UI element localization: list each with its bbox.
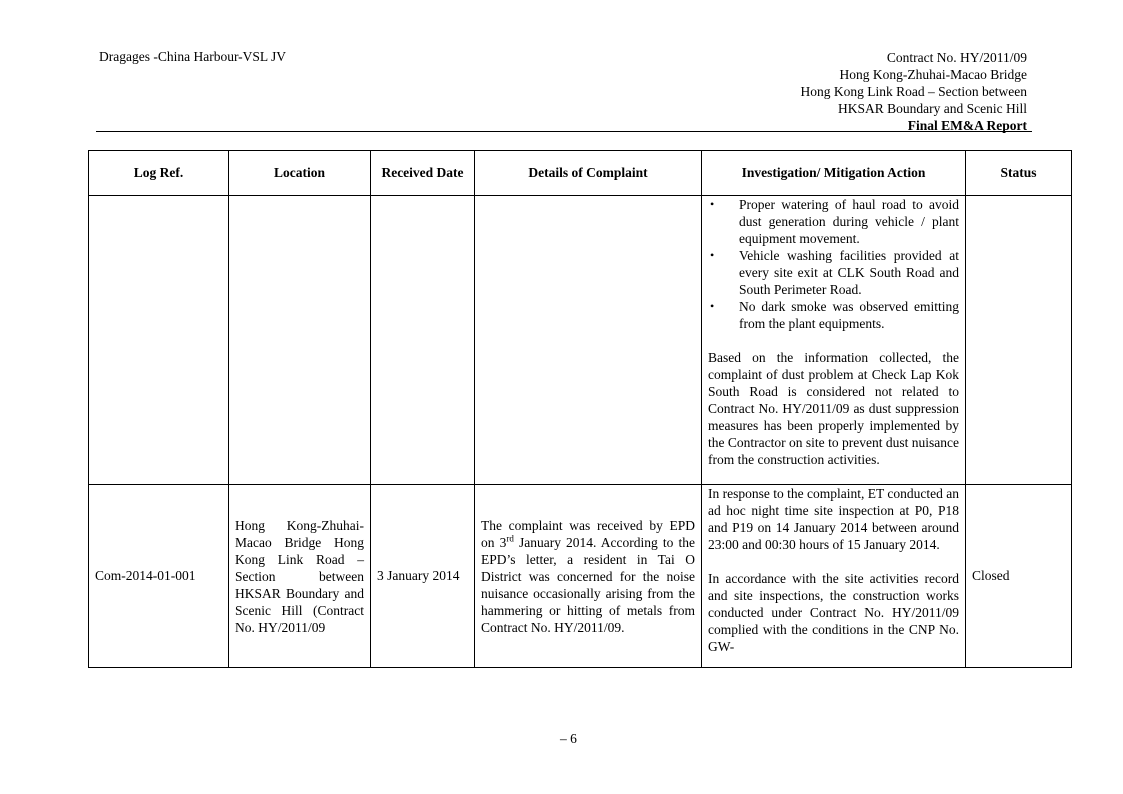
project-name: Hong Kong-Zhuhai-Macao Bridge [839,67,1027,82]
status-cell [966,196,1072,485]
ordinal-suffix: rd [506,533,514,543]
location-cell [229,196,371,485]
report-title: Final EM&A Report [907,118,1027,133]
log-ref-cell [89,196,229,485]
table-header-row [89,151,1072,196]
action-cell [702,485,966,668]
action-paragraph-2: In accordance with the site activities record and site inspections, the construction works conducted under Contract No. HY/2011/09 complied with the conditions in the CNP No. GW- [708,571,959,654]
details-text-end: January 2014. According to the EPD’s letter, a resident in Tai O District was concerned for the noise nuisance occasionally arising from the hammering or hitting of metals from Contract No. HY/2011/09. [481,534,695,635]
report-header [801,49,1027,134]
table-row [89,196,1072,485]
status-badge: Closed [966,485,1072,668]
col-log-ref: Log Ref. [89,151,229,196]
details-cell [475,196,702,485]
complaint-log-table [88,150,1072,668]
list-item: • No dark smoke was observed emitting from the plant equipments. [739,298,959,332]
location-cell: Hong Kong-Zhuhai-Macao Bridge Hong Kong Link Road – Section between HKSAR Boundary and Scenic Hill (Contract No. HY/2011/09 [229,485,371,668]
col-status: Status [966,151,1072,196]
col-details: Details of Complaint [475,151,702,196]
contractor-name: Dragages -China Harbour-VSL JV [99,49,287,64]
action-paragraph-1: In response to the complaint, ET conducted an ad hoc night time site inspection at P0, P18 and P19 on 14 January 2014 between around 23:00 and 00:30 hours of 15 January 2014. [708,486,959,552]
col-action: Investigation/ Mitigation Action [702,151,966,196]
table-row [89,485,1072,668]
action-cell [702,196,966,485]
section-line-2: HKSAR Boundary and Scenic Hill [838,101,1027,116]
conclusion-paragraph: Based on the information collected, the complaint of dust problem at Check Lap Kok South Road is considered not related to Contract No. HY/2011/09 as dust suppression measures has been properly implemented by the Contractor on site to prevent dust nuisance from the construction activities. [708,350,959,467]
details-cell [475,485,702,668]
details-text-start: The complaint was received by EPD on 3 [481,517,695,550]
received-date-cell [371,196,475,485]
list-item: • Proper watering of haul road to avoid dust generation during vehicle / plant equipment movement. [739,196,959,247]
list-item: • Vehicle washing facilities provided at every site exit at CLK South Road and South Perimeter Road. [739,247,959,298]
col-received-date: Received Date [371,151,475,196]
col-location: Location [229,151,371,196]
contract-number: Contract No. HY/2011/09 [886,50,1027,65]
header-rule [96,131,1032,132]
log-ref-cell: Com-2014-01-001 [89,485,229,668]
page-number: – 6 [560,731,577,746]
section-line-1: Hong Kong Link Road – Section between [800,84,1027,99]
mitigation-list [708,196,959,332]
received-date-cell: 3 January 2014 [371,485,475,668]
